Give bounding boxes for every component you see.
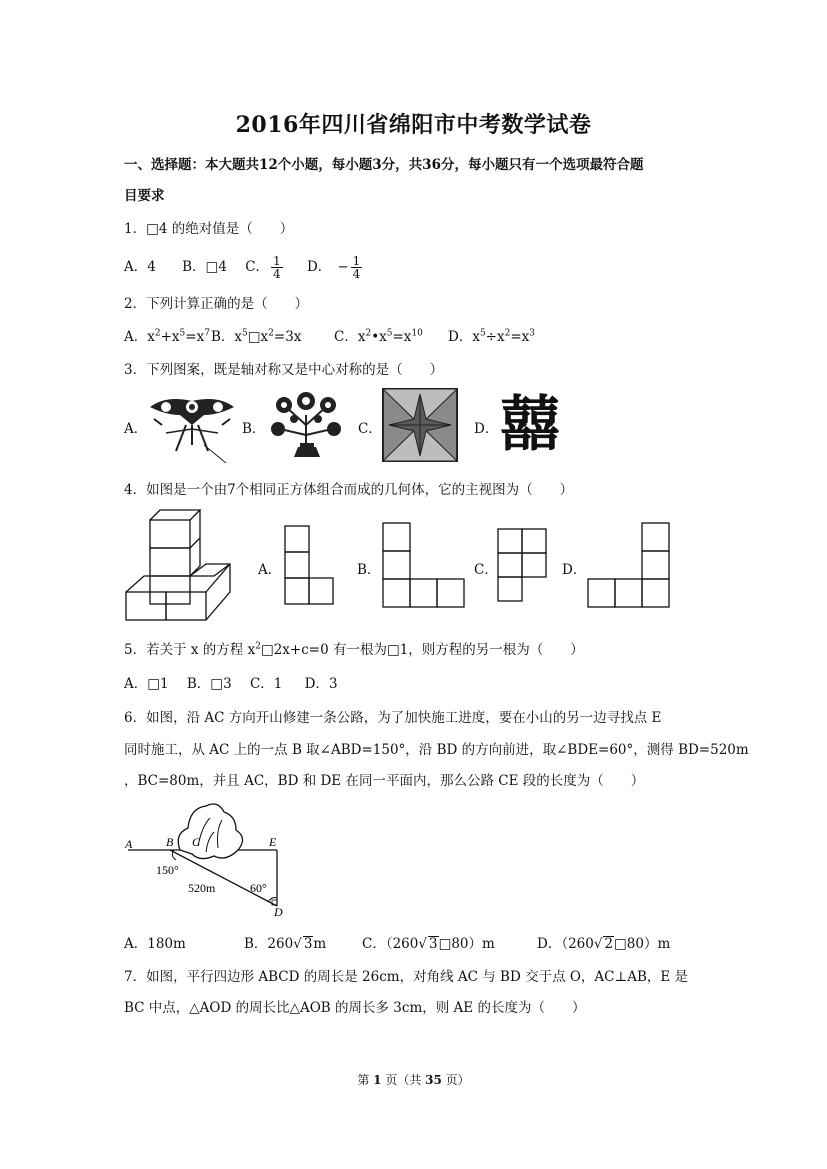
- q5-option-b: B．□3: [186, 676, 232, 692]
- q2-stem: 2．下列计算正确的是（ ）: [124, 296, 309, 312]
- q4-option-b-label: B．: [357, 562, 381, 578]
- q2-option-d: D．$x^5\div x^2=x^3$: [448, 328, 536, 345]
- q2-option-a: A．$x^2+x^5=x^7$: [124, 328, 210, 345]
- q7-stem-line1: 7．如图，平行四边形 ABCD 的周长是 26cm，对角线 AC 与 BD 交于点 O，AC⊥AB，E 是: [124, 969, 689, 985]
- fig-angle-60: 60°: [250, 881, 267, 895]
- mountain-road-figure: [122, 798, 292, 920]
- q5-stem: 5．若关于 x 的方程 $x^2□2x+c=0$ 有一根为□1，则方程的另一根为（ ）: [124, 641, 584, 658]
- q1-option-c: C．: [245, 259, 270, 275]
- cube-solid-figure: [120, 508, 238, 624]
- q4-option-d-label: D．: [562, 562, 587, 578]
- q3-option-c-label: C．: [358, 421, 382, 437]
- q6-option-c: C．（260√ 3□80）m: [362, 936, 495, 952]
- q3-option-b-label: B．: [242, 421, 266, 437]
- q1-stem: 1．□4 的绝对值是（ ）: [124, 221, 294, 237]
- q4-stem: 4．如图是一个由7个相同正方体组合而成的几何体，它的主视图为（ ）: [124, 482, 574, 498]
- q6-option-d: D．（260√ 2□80）m: [537, 936, 671, 952]
- q3-option-a-label: A．: [124, 421, 148, 437]
- q1-option-a: A．4: [124, 259, 156, 275]
- q3-option-d-label: D．: [474, 421, 499, 437]
- section-heading-line2: 目要求: [124, 188, 165, 204]
- flower-vase-figure: [266, 385, 346, 465]
- q5-option-d: D．3: [304, 676, 338, 692]
- q5-option-a: A．□1: [124, 676, 169, 692]
- q6-stem-line3: ，BC=80m，并且 AC，BD 和 DE 在同一平面内，那么公路 CE 段的长度为（ ）: [124, 773, 645, 789]
- q4-option-c-label: C．: [474, 562, 498, 578]
- q4-option-a-label: A．: [258, 562, 282, 578]
- double-happiness-figure: 囍: [500, 390, 560, 460]
- q6-option-a: A．180m: [124, 936, 186, 952]
- fig-label-e: E: [269, 835, 277, 849]
- q4-view-d: [587, 522, 673, 608]
- q2-option-c: C．$x^2•x^5=x^{10}$: [334, 328, 423, 345]
- q1-option-d-fraction: $\frac{1}{4}$: [352, 254, 361, 281]
- q7-stem-line2: BC 中点，△AOD 的周长比△AOB 的周长多 3cm，则 AE 的长度为（ ）: [124, 1000, 586, 1016]
- q1-option-c-fraction: $\frac{1}{4}$: [273, 254, 281, 281]
- q4-view-a: [284, 525, 336, 605]
- fig-angle-150: 150°: [156, 863, 179, 877]
- fig-length-520m: 520m: [188, 881, 216, 895]
- q5-option-c: C．1: [249, 676, 283, 692]
- q6-option-b: B．260√ 3m: [244, 936, 327, 952]
- q1-option-d: D．: [306, 259, 332, 275]
- q6-stem-line1: 6．如图，沿 AC 方向开山修建一条公路，为了加快施工进度，要在小山的另一边寻找点 E: [124, 710, 662, 726]
- kite-figure: [146, 385, 238, 465]
- page-total: 35: [425, 1073, 442, 1087]
- section-heading-line1: 一、选择题：本大题共12个小题，每小题3分，共36分，每小题只有一个选项最符合题: [124, 157, 644, 173]
- q4-view-c: [497, 528, 549, 604]
- fig-label-d: D: [274, 905, 283, 919]
- q6-stem-line2: 同时施工，从 AC 上的一点 B 取∠ABD=150°，沿 BD 的方向前进，取∠BDE=60°，测得 BD=520m: [124, 742, 749, 758]
- q2-option-b: B．$x^5□x^2=3x$: [211, 328, 302, 345]
- q1-option-b: B．□4: [182, 259, 227, 275]
- q4-view-b: [382, 522, 468, 608]
- q5-options: [124, 672, 338, 692]
- q1-options: A．4 B．□4 C． $\frac{1}{4}$ D． − $\frac{1}{4}$: [124, 254, 361, 281]
- fig-label-b: B: [166, 835, 174, 849]
- fig-label-a: A: [125, 837, 133, 851]
- fig-label-c: C: [192, 835, 201, 849]
- page-number: 1: [373, 1073, 382, 1087]
- q3-stem: 3．下列图案，既是轴对称又是中心对称的是（ ）: [124, 362, 444, 378]
- page-title: 2016年四川省绵阳市中考数学试卷: [235, 112, 592, 138]
- square-star-figure: [382, 388, 458, 462]
- page-footer: 第 1 页（共 35 页）: [357, 1073, 470, 1087]
